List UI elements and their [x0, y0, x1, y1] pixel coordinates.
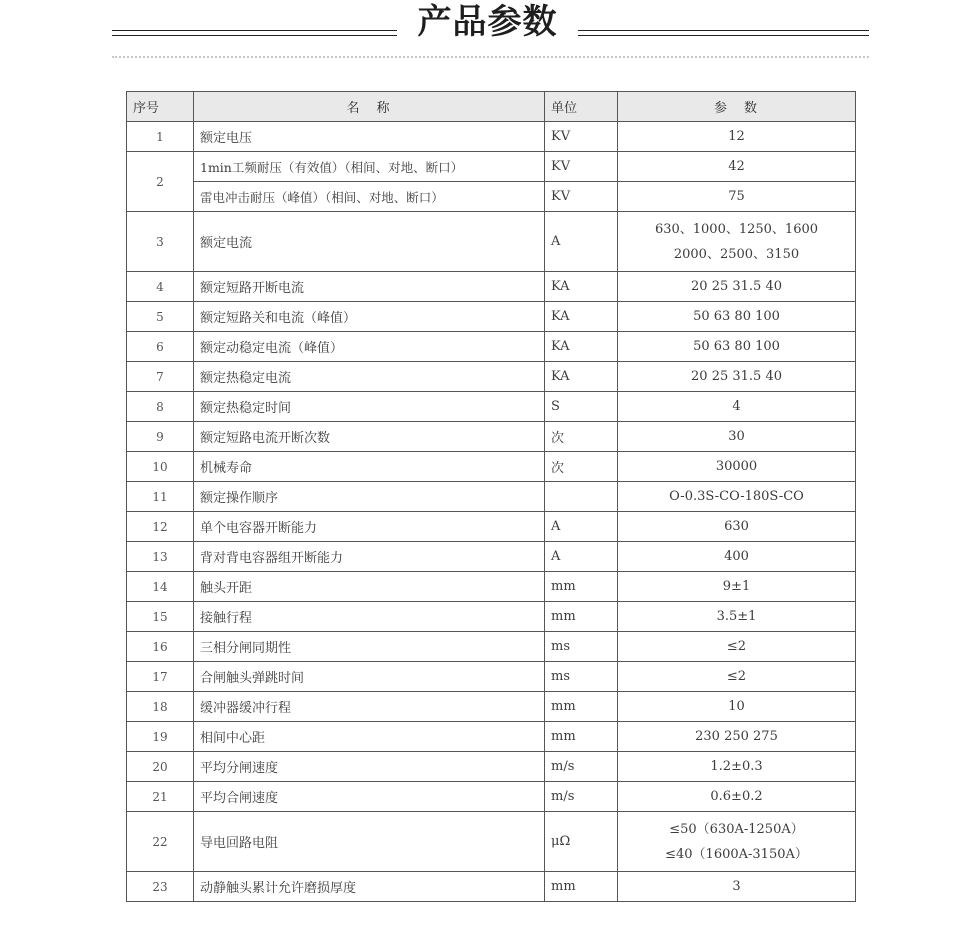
row-index: 16 [127, 632, 194, 662]
row-value: 50 63 80 100 [618, 332, 856, 362]
row-value: 400 [618, 542, 856, 572]
row-name: 额定短路电流开断次数 [194, 422, 545, 452]
row-value-line: 2000、2500、3150 [673, 246, 800, 262]
row-name: 额定短路开断电流 [194, 272, 545, 302]
row-unit [545, 482, 618, 512]
row-value-line: ≤50（630A-1250A） [669, 821, 804, 837]
table-row [127, 422, 856, 452]
row-name: 背对背电容器组开断能力 [194, 542, 545, 572]
row-unit: mm [545, 572, 618, 602]
row-name: 雷电冲击耐压（峰值）（相间、对地、断口） [194, 182, 545, 212]
row-name: 额定电流 [194, 212, 545, 272]
row-value: 75 [618, 182, 856, 212]
row-unit: ms [545, 662, 618, 692]
row-name: 额定动稳定电流（峰值） [194, 332, 545, 362]
section-header [0, 0, 975, 70]
row-value: 10 [618, 692, 856, 722]
row-value: 0.6±0.2 [618, 782, 856, 812]
row-name: 机械寿命 [194, 452, 545, 482]
table-row [127, 692, 856, 722]
table-row [127, 362, 856, 392]
row-index: 19 [127, 722, 194, 752]
row-name: 触头开距 [194, 572, 545, 602]
row-index: 20 [127, 752, 194, 782]
table-row [127, 512, 856, 542]
row-value: ≤2 [618, 662, 856, 692]
row-value: 20 25 31.5 40 [618, 362, 856, 392]
row-index: 13 [127, 542, 194, 572]
row-index: 9 [127, 422, 194, 452]
table-row [127, 872, 856, 902]
table-row [127, 812, 856, 872]
row-index: 8 [127, 392, 194, 422]
table-row [127, 152, 856, 182]
table-header-row [127, 92, 856, 122]
table-row [127, 122, 856, 152]
row-index: 5 [127, 302, 194, 332]
row-index: 7 [127, 362, 194, 392]
row-index: 12 [127, 512, 194, 542]
table-row [127, 182, 856, 212]
row-unit: 次 [545, 452, 618, 482]
table-row [127, 272, 856, 302]
table-row [127, 722, 856, 752]
table-row [127, 662, 856, 692]
row-value [618, 812, 856, 872]
row-name: 缓冲器缓冲行程 [194, 692, 545, 722]
row-index: 1 [127, 122, 194, 152]
row-unit: 次 [545, 422, 618, 452]
row-index: 10 [127, 452, 194, 482]
row-unit: A [545, 212, 618, 272]
header-rule-left-bottom [112, 35, 397, 36]
parameters-table [126, 91, 856, 902]
row-unit: KA [545, 302, 618, 332]
table-row [127, 482, 856, 512]
row-index: 18 [127, 692, 194, 722]
row-unit: KA [545, 362, 618, 392]
row-unit: KV [545, 182, 618, 212]
row-index: 22 [127, 812, 194, 872]
row-value: O-0.3S-CO-180S-CO [618, 482, 856, 512]
header-value: 参 数 [618, 92, 856, 122]
row-index: 23 [127, 872, 194, 902]
row-value-line: ≤40（1600A-3150A） [665, 846, 808, 862]
row-unit: mm [545, 722, 618, 752]
row-unit: A [545, 542, 618, 572]
row-index: 11 [127, 482, 194, 512]
header-index: 序号 [127, 92, 194, 122]
row-value: 30000 [618, 452, 856, 482]
header-rule-right-top [578, 30, 869, 31]
table-row [127, 752, 856, 782]
table-row [127, 572, 856, 602]
row-value: 3.5±1 [618, 602, 856, 632]
row-unit: m/s [545, 782, 618, 812]
header-name: 名 称 [194, 92, 545, 122]
row-name: 导电回路电阻 [194, 812, 545, 872]
row-value: 20 25 31.5 40 [618, 272, 856, 302]
row-name: 合闸触头弹跳时间 [194, 662, 545, 692]
table-row [127, 302, 856, 332]
table-row [127, 332, 856, 362]
row-value: 50 63 80 100 [618, 302, 856, 332]
row-index: 14 [127, 572, 194, 602]
row-name: 单个电容器开断能力 [194, 512, 545, 542]
row-value: 42 [618, 152, 856, 182]
row-value: 4 [618, 392, 856, 422]
row-unit: KA [545, 332, 618, 362]
header-rule-left-top [112, 30, 397, 31]
table-row [127, 602, 856, 632]
row-unit: μΩ [545, 812, 618, 872]
row-unit: S [545, 392, 618, 422]
table-row [127, 782, 856, 812]
row-index: 17 [127, 662, 194, 692]
table-row [127, 452, 856, 482]
row-index: 4 [127, 272, 194, 302]
row-value [618, 212, 856, 272]
header-rule-right-bottom [578, 35, 869, 36]
row-name: 平均分闸速度 [194, 752, 545, 782]
row-index: 15 [127, 602, 194, 632]
row-name: 相间中心距 [194, 722, 545, 752]
row-unit: A [545, 512, 618, 542]
row-value: 630 [618, 512, 856, 542]
row-value: 230 250 275 [618, 722, 856, 752]
row-name: 1min工频耐压（有效值）（相间、对地、断口） [194, 152, 545, 182]
table-row [127, 392, 856, 422]
row-unit: KV [545, 152, 618, 182]
row-value-line: 630、1000、1250、1600 [654, 221, 819, 237]
row-value: 3 [618, 872, 856, 902]
row-name: 额定电压 [194, 122, 545, 152]
row-unit: m/s [545, 752, 618, 782]
row-name: 平均合闸速度 [194, 782, 545, 812]
row-value: 9±1 [618, 572, 856, 602]
row-index: 3 [127, 212, 194, 272]
row-name: 额定短路关和电流（峰值） [194, 302, 545, 332]
row-index: 2 [127, 152, 194, 212]
row-name: 额定热稳定时间 [194, 392, 545, 422]
table-row [127, 632, 856, 662]
row-name: 额定操作顺序 [194, 482, 545, 512]
row-value: ≤2 [618, 632, 856, 662]
row-name: 三相分闸同期性 [194, 632, 545, 662]
row-index: 6 [127, 332, 194, 362]
row-unit: KA [545, 272, 618, 302]
row-unit: mm [545, 602, 618, 632]
row-unit: KV [545, 122, 618, 152]
row-value: 12 [618, 122, 856, 152]
row-index: 21 [127, 782, 194, 812]
row-unit: ms [545, 632, 618, 662]
row-unit: mm [545, 692, 618, 722]
row-value: 30 [618, 422, 856, 452]
dotted-divider [112, 56, 869, 58]
row-unit: mm [545, 872, 618, 902]
row-value: 1.2±0.3 [618, 752, 856, 782]
header-unit: 单位 [545, 92, 618, 122]
row-name: 接触行程 [194, 602, 545, 632]
row-name: 额定热稳定电流 [194, 362, 545, 392]
table-row [127, 542, 856, 572]
page-title: 产品参数 [417, 2, 558, 42]
table-row [127, 212, 856, 272]
row-name: 动静触头累计允许磨损厚度 [194, 872, 545, 902]
